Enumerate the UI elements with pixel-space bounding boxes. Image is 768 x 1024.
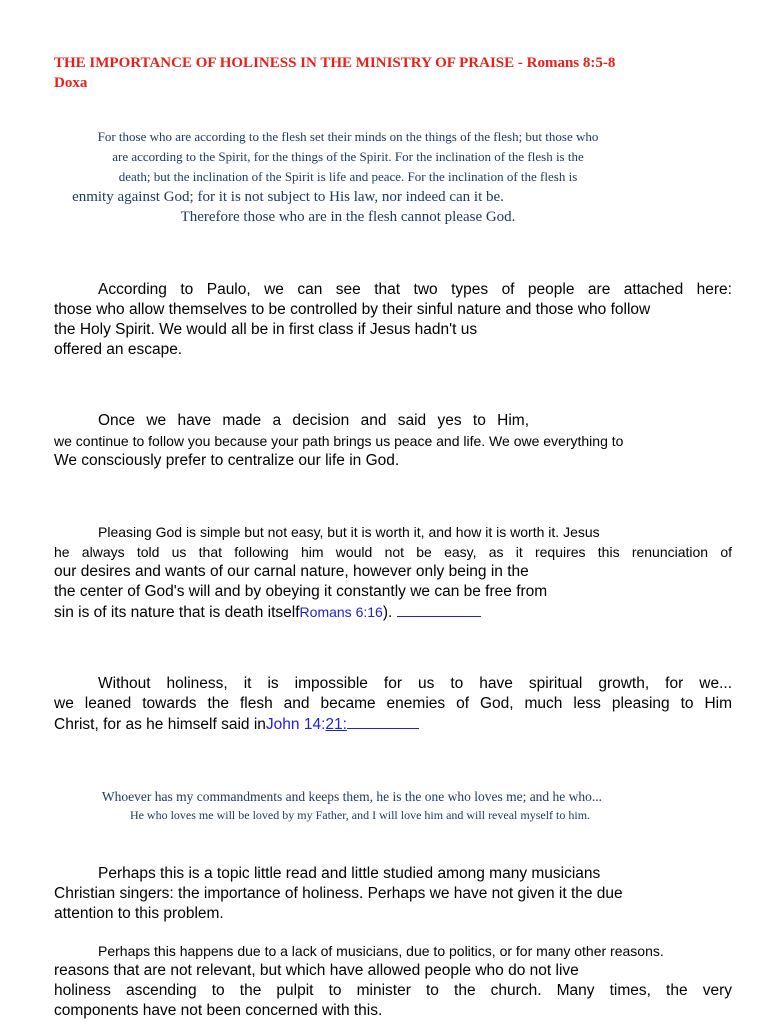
paragraph-line: Without holiness, it is impossible for us to have spiritual growth, for we... — [98, 675, 732, 692]
paragraph-line: Pleasing God is simple but not easy, but it is worth it, and how it is worth it. Jesus — [98, 524, 600, 540]
paragraph-line: our desires and wants of our carnal nature, however only being in the — [54, 563, 529, 580]
paragraph-line: holiness ascending to the pulpit to minister to the church. Many times, the very — [54, 982, 732, 999]
title-line-1: THE IMPORTANCE OF HOLINESS IN THE MINISTRY OF PRAISE - Romans 8:5-8 — [54, 55, 616, 71]
quote-line: enmity against God; for it is not subject to His law, nor indeed can it be. — [72, 189, 504, 205]
paragraph-line: we leaned towards the flesh and became enemies of God, much less pleasing to Him — [54, 695, 732, 712]
paragraph-text: sin is of its nature that is death itself — [54, 604, 300, 621]
quote-line: For those who are according to the flesh set their minds on the things of the flesh; but those who — [97, 129, 599, 144]
paragraph-line: Perhaps this is a topic little read and little studied among many musicians — [98, 865, 601, 882]
quote-line: Therefore those who are in the flesh cannot please God. — [180, 209, 516, 225]
paragraph-line — [54, 602, 732, 623]
paragraph-line: attention to this problem. — [54, 905, 224, 922]
title-line-2: Doxa — [54, 75, 88, 91]
scripture-reference-link[interactable]: 21: — [325, 716, 347, 733]
quote-line: death; but the inclination of the Spirit is life and peace. For the inclination of the flesh is — [118, 169, 578, 184]
paragraph-line: those who allow themselves to be controlled by their sinful nature and those who follow — [54, 301, 651, 318]
paragraph-3 — [54, 522, 732, 623]
paragraph-line: the center of God's will and by obeying it constantly we can be free from — [54, 583, 548, 600]
quote-line: Whoever has my commandments and keeps them, he is the one who loves me; and he who... — [101, 789, 603, 804]
paragraph-line: we continue to follow you because your path brings us peace and life. We owe everything to — [54, 433, 624, 449]
paragraph-line: We consciously prefer to centralize our life in God. — [54, 452, 400, 469]
paragraph-5 — [54, 864, 732, 924]
blank-underline — [347, 714, 419, 729]
paragraph-line: reasons that are not relevant, but which have allowed people who do not live — [54, 962, 579, 979]
scripture-quote-romans — [40, 127, 656, 227]
quote-line: are according to the Spirit, for the things of the Spirit. For the inclination of the flesh is the — [112, 149, 584, 164]
blank-underline — [397, 602, 481, 617]
paragraph-line: According to Paulo, we can see that two types of people are attached here: — [98, 281, 732, 298]
paragraph-line: Once we have made a decision and said yes to Him, — [98, 412, 529, 429]
paragraph-text: Christ, for as he himself said in — [54, 716, 266, 733]
paragraph-line: Perhaps this happens due to a lack of musicians, due to politics, or for many other reasons. — [98, 943, 664, 959]
paragraph-line: components have not been concerned with this. — [54, 1002, 383, 1019]
paragraph-text: ). — [382, 604, 393, 621]
paragraph-6 — [54, 941, 732, 1021]
paragraph-line: the Holy Spirit. We would all be in first class if Jesus hadn't us — [54, 321, 478, 338]
paragraph-line — [54, 714, 732, 735]
paragraph-line: offered an escape. — [54, 341, 183, 358]
paragraph-1 — [54, 280, 732, 360]
paragraph-line: Christian singers: the importance of holiness. Perhaps we have not given it the due — [54, 885, 623, 902]
scripture-reference-link[interactable]: John 14: — [265, 716, 326, 733]
paragraph-4 — [54, 674, 732, 735]
paragraph-line: he always told us that following him would not be easy, as it requires this renunciation of — [54, 544, 732, 560]
paragraph-2 — [54, 411, 732, 471]
scripture-quote-john — [40, 788, 680, 824]
scripture-reference-link[interactable]: Romans 6:16 — [299, 604, 383, 620]
quote-line: He who loves me will be loved by my Father, and I will love him and will reveal myself to him. — [129, 808, 591, 822]
document-title — [54, 53, 734, 93]
